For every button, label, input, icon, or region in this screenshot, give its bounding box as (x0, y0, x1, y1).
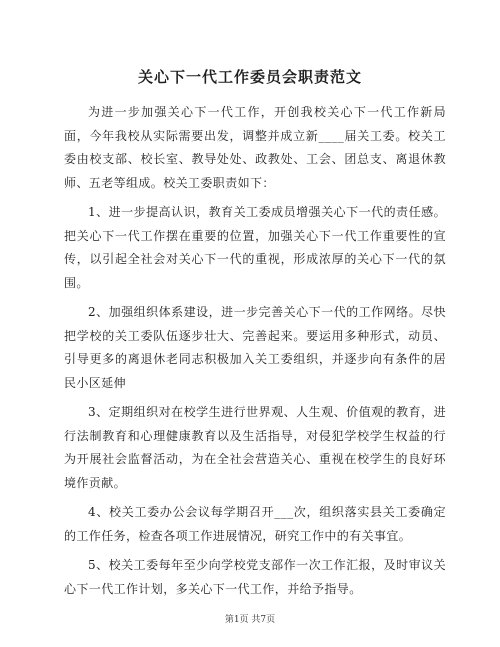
paragraph-intro: 为进一步加强关心下一代工作，开创我校关心下一代工作新局面，今年我校从实际需要出发，调整并成立新____届关工委。校关工委由校支部、校长室、教导处处、政教处、工会、团总支、离退休教师、五老等组成。校关工委职责如下： (64, 105, 446, 190)
paragraph-item-3: 3、定期组织对在校学生进行世界观、人生观、价值观的教育，进行法制教育和心理健康教育以及生活指导，对侵犯学校学生权益的行为开展社会监督活动，为在全社会营造关心、重视在校学生的良好环境作贡献。 (64, 405, 446, 490)
document-title: 关心下一代工作委员会职责范文 (137, 68, 362, 86)
paragraph-item-5: 5、校关工委每年至少向学校党支部作一次工作汇报，及时审议关心下一代工作计划，多关心下一代工作，并给予指导。 (64, 558, 446, 596)
paragraph-item-1: 1、进一步提高认识，教育关工委成员增强关心下一代的责任感。把关心下一代工作摆在重要的位置，加强关心下一代工作重要性的宣传，以引起全社会对关心下一代的重视，形成浓厚的关心下一代的氛围。 (64, 205, 446, 290)
paragraph-item-4: 4、校关工委办公会议每学期召开___次，组织落实县关工委确定的工作任务，检查各项工作进展情况，研究工作中的有关事宜。 (64, 505, 446, 543)
document-body (64, 101, 446, 607)
paragraph-item-2: 2、加强组织体系建设，进一步完善关心下一代的工作网络。尽快把学校的关工委队伍逐步壮大、完善起来。要运用多种形式，动员、引导更多的离退休老同志积极加入关工委组织，并逐步向有条件的居民小区延伸 (64, 305, 446, 390)
page-number-footer: 第1页 共7页 (224, 615, 276, 625)
